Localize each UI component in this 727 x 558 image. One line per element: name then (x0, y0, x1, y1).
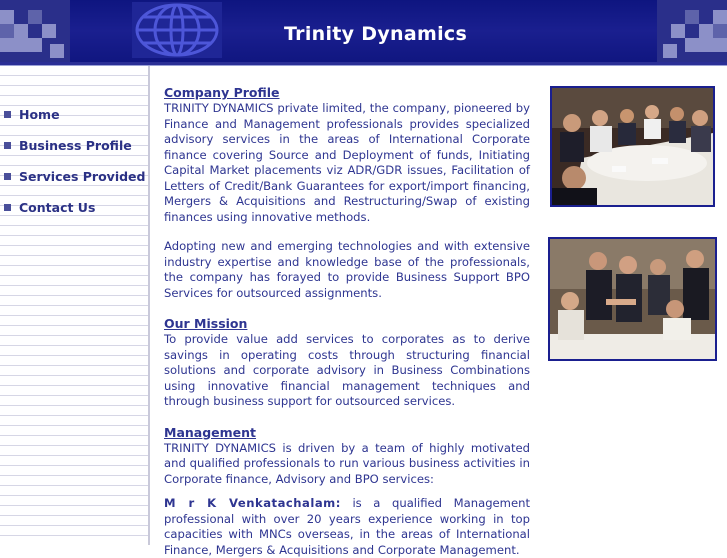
sidebar-item-contact-us[interactable] (4, 197, 95, 217)
site-title: Trinity Dynamics (284, 23, 468, 45)
company-profile-text-2: Adopting new and emerging technologies and with extensive industry expertise and knowledge base of the professionals, the company has forayed to provide Business Support BPO Services for outsourced assignments. (164, 239, 530, 300)
square-bullet-icon (4, 142, 11, 149)
sidebar-item-label: Contact Us (19, 199, 96, 215)
company-profile-text: TRINITY DYNAMICS private limited, the company, pioneered by Finance and Management professionals provides specialized advisory services in the areas of International Corporate finance covering Source and Deployment of funds, Initiating Capital Market placements viz ADR/GDR issues, Facilitation of Letters of Credit/Bank Guarantees for export/import financing, Mergers & Acquisitions and Restructuring/Swap of existing finances using innovative methods. (164, 101, 530, 224)
sidebar-item-business-profile[interactable] (4, 135, 132, 155)
sidebar-item-services-provided[interactable] (4, 166, 145, 186)
company-profile-heading: Company Profile (164, 85, 280, 100)
header-banner (0, 0, 727, 62)
person-bio (164, 496, 530, 558)
globe-icon (132, 2, 222, 58)
square-bullet-icon (4, 173, 11, 180)
sidebar-border (148, 66, 150, 545)
mission-heading: Our Mission (164, 316, 248, 331)
sidebar-item-label: Services Provided (19, 168, 146, 184)
corner-pattern-left (0, 0, 70, 62)
square-bullet-icon (4, 204, 11, 211)
main-content (164, 84, 530, 558)
corner-pattern-right (657, 0, 727, 62)
sidebar-item-home[interactable] (4, 104, 60, 124)
sidebar-item-label: Business Profile (19, 137, 132, 153)
person-text: is a qualified Management professional with over 20 years experience working in top capacities with MNCs overseas, in the areas of International Finance, Mergers & Acquisitions and Corporate Management. (164, 496, 531, 557)
mission-text: To provide value add services to corporates as to derive savings in operating costs through structuring financial solutions and corporate advisory in Business Combinations using innovative financial management techniques and through business support for outsourced services. (164, 332, 530, 408)
handshake-photo (548, 237, 717, 361)
meeting-photo (550, 86, 715, 207)
management-text: TRINITY DYNAMICS is driven by a team of highly motivated and qualified professionals to run various business activities in Corporate finance, Advisory and BPO services: (164, 440, 530, 486)
management-heading: Management (164, 424, 257, 440)
sidebar-item-label: Home (19, 106, 60, 122)
person-name: M r K Venkatachalam: (164, 496, 341, 510)
square-bullet-icon (4, 111, 11, 118)
